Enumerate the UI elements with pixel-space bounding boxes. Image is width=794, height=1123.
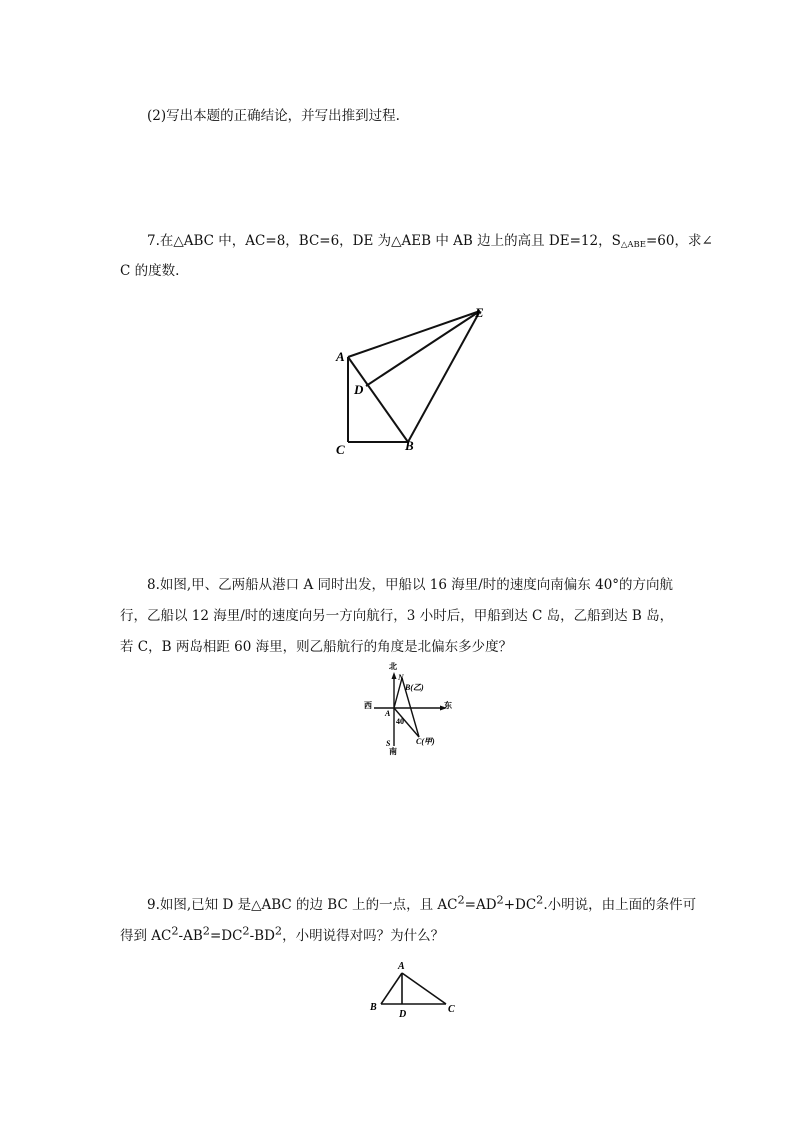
q8-compass-figure [360,660,460,760]
q8-south: S [386,739,391,748]
q8-south-cn: 南 [389,747,397,756]
q8-line3: 若 C，B 两岛相距 60 海里，则乙船航行的角度是北偏东多少度？ [120,639,513,655]
q9-sq4: 2 [171,924,179,938]
q8-label-c: C(甲) [416,737,435,746]
q7-line2: C 的度数. [120,263,180,279]
q7-label-c: C [336,442,345,457]
q8-line1: 8.如图,甲、乙两船从港口 A 同时出发，甲船以 16 海里/时的速度向南偏东 40°的方向航 [147,577,674,593]
q9-triangle-figure [362,958,462,1020]
q9-line2-b: -AB [178,928,203,944]
q7-triangle-figure [330,300,500,462]
q7-line1-pre: 7.在△ABC 中，AC=8，BC=6，DE 为△AEB 中 AB 边上的高且 DE=12，S [147,233,621,249]
q7-line1-post: =60，求∠ [645,233,713,249]
q8-line2: 行，乙船以 12 海里/时的速度向另一方向航行，3 小时后，甲船到达 C 岛，乙船到达 B 岛， [120,608,674,624]
q9-line1-d: .小明说，由上面的条件可 [543,897,697,913]
q7-label-d: D [354,382,364,397]
q9-sq5: 2 [202,924,210,938]
q9-sq7: 2 [274,924,283,938]
q8-label-b: B(乙) [405,683,424,692]
q9-sq3: 2 [536,893,544,907]
q9-line1-a: 9.如图,已知 D 是△ABC 的边 BC 上的一点，且 AC [147,897,458,913]
q8-north-cn: 北 [389,662,397,671]
q8-angle-40: 40 [396,717,404,726]
q9-label-d: D [399,1009,407,1020]
q8-label-a: A [385,709,391,718]
q7-line1 [147,229,713,250]
q9-label-c: C [448,1004,455,1015]
q9-line2 [120,924,444,944]
q7-label-e: E [475,305,484,320]
q9-line2-c: =DC [209,928,243,944]
q9-label-a: A [398,961,405,972]
q9-label-b: B [370,1002,377,1013]
q9-sq2: 2 [496,893,504,907]
q7-area-subscript: △ABE [620,240,646,250]
q8-north: N [398,673,404,682]
q9-line2-e: ，小明说得对吗？为什么？ [282,928,445,944]
q7-label-b: B [405,438,414,453]
q9-sq6: 2 [242,924,250,938]
q6-part2-text: (2)写出本题的正确结论，并写出推到过程. [147,108,400,124]
q9-line2-d: -BD [249,928,275,944]
q8-east: 东 [444,701,452,710]
q9-line1-c: +DC [503,897,537,913]
q9-line1 [147,893,696,913]
q9-line2-a: 得到 AC [120,928,172,944]
q9-sq1: 2 [457,893,465,907]
q9-line1-b: =AD [464,897,497,913]
q7-label-a: A [336,349,345,364]
q8-west: 西 [364,701,372,710]
